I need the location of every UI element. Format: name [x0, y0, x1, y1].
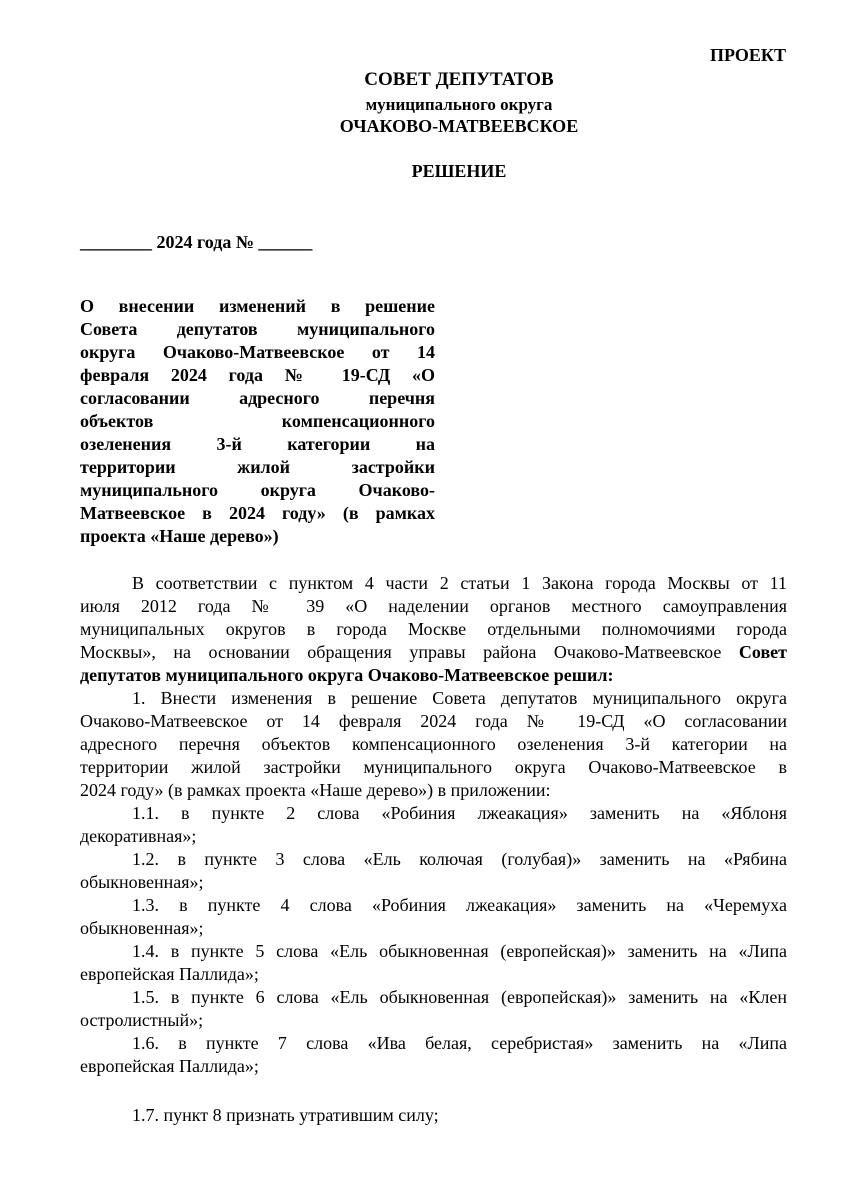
subitem-line: 1.6. в пункте 7 слова «Ива белая, серебристая» заменить на «Липа — [132, 1033, 787, 1053]
title-line: территории жилой застройки — [80, 457, 435, 477]
subitem-line: 1.7. пункт 8 признать утратившим силу; — [132, 1105, 439, 1125]
district-title: ОЧАКОВО-МАТВЕЕВСКОЕ — [339, 116, 579, 136]
preamble-line: июля 2012 года № 39 «О наделении органов местного самоуправления — [80, 596, 787, 616]
subitem-line: 1.2. в пункте 3 слова «Ель колючая (голубая)» заменить на «Рябина — [132, 849, 787, 869]
title-line: округа Очаково-Матвеевское от 14 — [80, 342, 435, 362]
title-line: О внесении изменений в решение — [80, 296, 435, 316]
preamble-line — [80, 641, 787, 664]
item-1-line: Очаково-Матвеевское от 14 февраля 2024 года № 19-СД «О согласовании — [80, 711, 787, 731]
decision-title — [80, 295, 435, 548]
org-subtitle: муниципального округа — [365, 95, 553, 114]
item-1-line: 1. Внести изменения в решение Совета депутатов муниципального округа — [132, 688, 787, 708]
title-line: муниципального округа Очаково- — [80, 480, 435, 500]
subitem-line: обыкновенная»; — [80, 872, 204, 892]
subitem-1-7 — [80, 1104, 787, 1127]
subitem-line: остролистный»; — [80, 1010, 204, 1030]
title-line: февраля 2024 года № 19-СД «О — [80, 365, 435, 385]
date-number-line: ________ 2024 года № ______ — [80, 232, 313, 252]
item-1-line: территории жилой застройки муниципального округа Очаково-Матвеевское в — [80, 757, 787, 777]
item-1-line: адресного перечня объектов компенсационного озеленения 3-й категории на — [80, 734, 787, 754]
subitem-line: 1.3. в пункте 4 слова «Робиния лжеакация» заменить на «Черемуха — [132, 895, 787, 915]
subitem-line: обыкновенная»; — [80, 918, 204, 938]
draft-stamp: ПРОЕКТ — [710, 45, 786, 65]
title-line: Совета депутатов муниципального — [80, 319, 435, 339]
subitem-1-6 — [80, 1032, 787, 1078]
item-1 — [80, 687, 787, 802]
subitem-line: 1.4. в пункте 5 слова «Ель обыкновенная (европейская)» заменить на «Липа — [132, 941, 787, 961]
subitem-1-3 — [80, 894, 787, 940]
subitem-line: 1.5. в пункте 6 слова «Ель обыкновенная (европейская)» заменить на «Клен — [132, 987, 787, 1007]
preamble-line: муниципальных округов в города Москве отдельными полномочиями города — [80, 619, 787, 639]
preamble-text: Москвы», на основании обращения управы района Очаково-Матвеевское — [80, 642, 722, 662]
preamble-bold-line: депутатов муниципального округа Очаково-Матвеевское решил: — [80, 665, 614, 685]
subitem-line: декоративная»; — [80, 826, 197, 846]
document-type: РЕШЕНИЕ — [411, 161, 507, 181]
item-1-line: 2024 году» (в рамках проекта «Наше дерево») в приложении: — [80, 780, 551, 800]
subitem-line: европейская Паллида»; — [80, 1056, 259, 1076]
subitem-1-5 — [80, 986, 787, 1032]
subitem-line: европейская Паллида»; — [80, 964, 259, 984]
preamble — [80, 572, 787, 687]
subitem-1-1 — [80, 802, 787, 848]
preamble-line: В соответствии с пунктом 4 части 2 статьи 1 Закона города Москвы от 11 — [132, 573, 787, 593]
title-line: проекта «Наше дерево») — [80, 526, 279, 546]
title-line: озеленения 3-й категории на — [80, 434, 435, 454]
title-line: Матвеевское в 2024 году» (в рамках — [80, 503, 435, 523]
title-line: согласовании адресного перечня — [80, 388, 435, 408]
title-line: объектов компенсационного — [80, 411, 435, 431]
subitem-1-4 — [80, 940, 787, 986]
subitem-1-2 — [80, 848, 787, 894]
org-title: СОВЕТ ДЕПУТАТОВ — [364, 69, 554, 90]
subitem-line: 1.1. в пункте 2 слова «Робиния лжеакация» заменить на «Яблоня — [132, 803, 787, 823]
preamble-bold-tail: Совет — [738, 642, 788, 662]
